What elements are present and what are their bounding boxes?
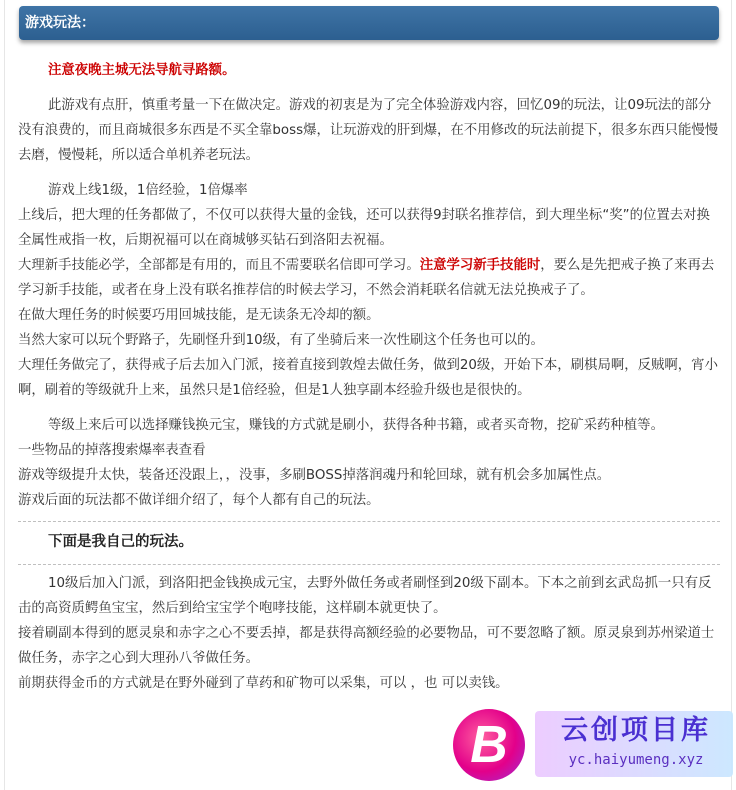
paragraph-5: 大理任务做完了，获得戒子后去加入门派，接着直接到敦煌去做任务，做到20级，开始下本，刷棋局啊，反贼啊，宵小啊，刷着的等级就升上来，虽然只是1倍经验，但是1人独享副本经验升级也是很快的。	[18, 358, 718, 398]
paragraph-10: 10级后加入门派，到洛阳把金钱换成元宝，去野外做任务或者刷怪到20级下副本。下本之前到玄武岛抓一只有反击的高资质鳄鱼宝宝，然后到给宝宝学个咆哮技能，这样刷本就更快了。	[18, 576, 712, 616]
paragraph-11: 接着刷副本得到的愿灵泉和赤字之心不要丢掉，都是获得高额经验的必要物品，可不要忽略了额。原灵泉到苏州梁道士做任务，赤字之心到大理孙八爷做任务。	[18, 626, 715, 666]
paragraph-2-warning: 注意学习新手技能时	[419, 258, 541, 273]
rates-line: 游戏上线1级，1倍经验，1倍爆率	[48, 183, 248, 198]
article-content	[18, 58, 720, 696]
watermark-url: yc.haiyumeng.xyz	[568, 752, 704, 768]
paragraph-9: 游戏后面的玩法都不做详细介绍了，每个人都有自己的玩法。	[18, 493, 380, 508]
paragraph-4: 当然大家可以玩个野路子，先刷怪升到10级，有了坐骑后来一次性刷这个任务也可以的。	[18, 333, 544, 348]
watermark-band	[535, 711, 733, 777]
watermark-logo	[445, 705, 736, 790]
logo-icon: B	[453, 709, 525, 781]
section-header	[19, 6, 719, 40]
paragraph-12: 前期获得金币的方式就是在野外碰到了草药和矿物可以采集，可以 ，也 可以卖钱。	[18, 676, 509, 691]
paragraph-1: 上线后，把大理的任务都做了，不仅可以获得大量的金钱，还可以获得9封联名推荐信，到大理坐标“奖”的位置去对换全属性戒指一枚，后期祝福可以在商城够买钻石到洛阳去祝福。	[18, 208, 710, 248]
intro-paragraph: 此游戏有点肝，慎重考量一下在做决定。游戏的初衷是为了完全体验游戏内容，回忆09的玩法，让09玩法的部分没有浪费的，而且商城很多东西是不买全靠boss爆，让玩游戏的肝到爆，在不用修改的玩法前提下，很多东西只能慢慢去磨，慢慢耗，所以适合单机养老玩法。	[18, 98, 719, 163]
divider	[18, 521, 720, 522]
subheading: 下面是我自己的玩法。	[48, 534, 193, 550]
paragraph-2-start: 大理新手技能必学，全部都是有用的，而且不需要联名信即可学习。	[18, 258, 420, 273]
paragraph-2	[18, 253, 720, 303]
section-title: 游戏玩法：	[25, 15, 95, 31]
paragraph-2-end: ，要么是先把戒子换了来再去学习新手技能，或者在身上没有联名推荐信的时候去学习，不然会消耗联名信就无法兑换戒子了。	[18, 258, 715, 298]
notice-text: 注意夜晚主城无法导航寻路额。	[48, 63, 236, 78]
paragraph-6: 等级上来后可以选择赚钱换元宝，赚钱的方式就是刷小，获得各种书籍，或者买奇物，挖矿采药种植等。	[48, 418, 664, 433]
paragraph-8: 游戏等级提升太快，装备还没跟上，，没事，多刷BOSS掉落润魂丹和轮回球，就有机会多加属性点。	[18, 468, 611, 483]
divider	[18, 564, 720, 565]
paragraph-3: 在做大理任务的时候要巧用回城技能，是无读条无冷却的额。	[18, 308, 380, 323]
watermark-title: 云创项目库	[561, 715, 711, 746]
paragraph-7: 一些物品的掉落搜索爆率表查看	[18, 443, 206, 458]
